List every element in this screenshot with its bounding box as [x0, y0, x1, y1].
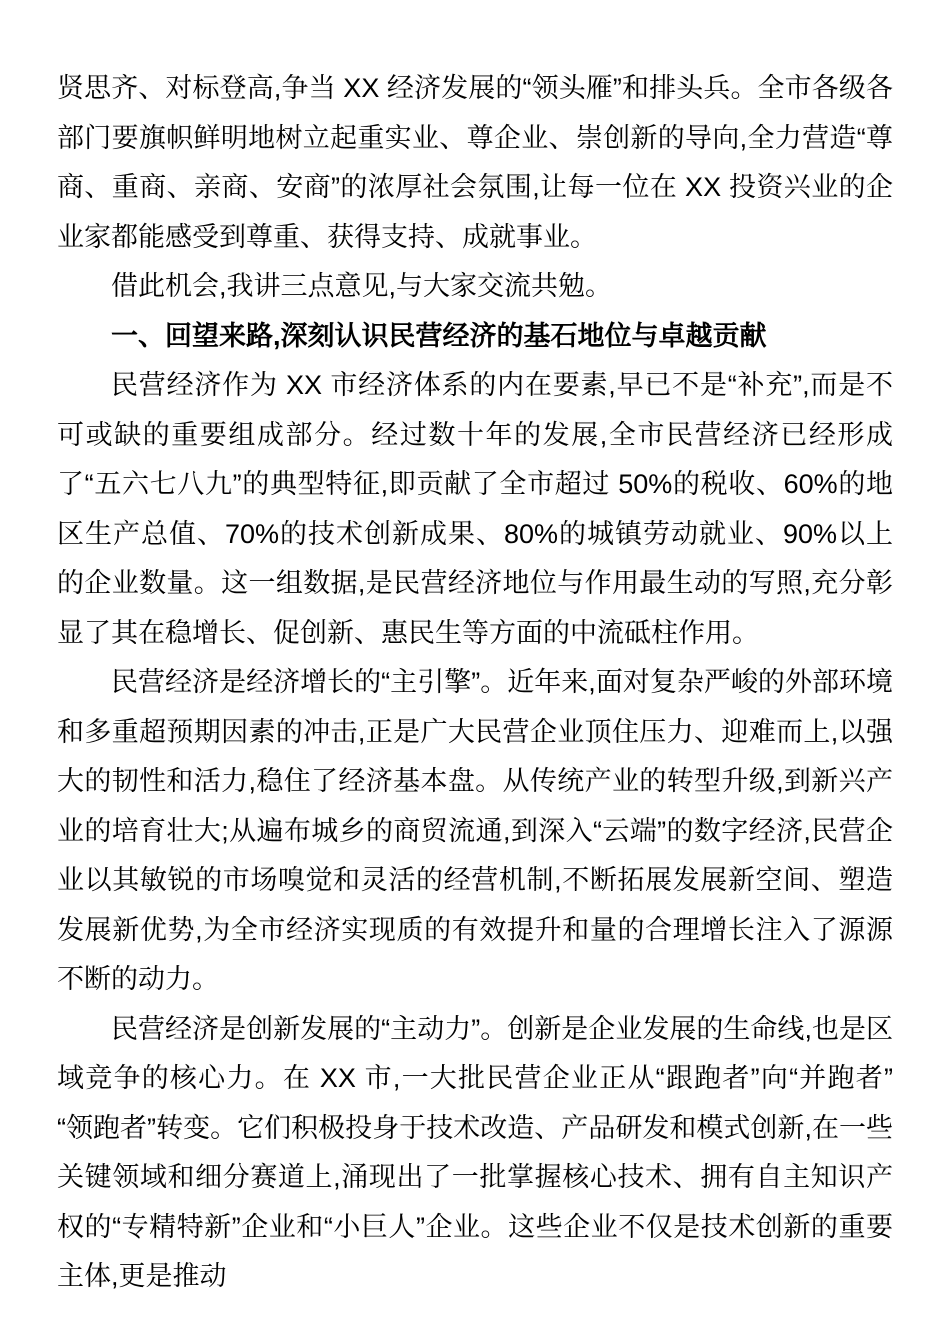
- body-paragraph: 贤思齐、对标登高,争当 XX 经济发展的“领头雁”和排头兵。全市各级各部门要旗帜鲜明地树立起重实业、尊企业、崇创新的导向,全力营造“尊商、重商、亲商、安商”的浓厚社会氛围,让每一位在 XX 投资兴业的企业家都能感受到尊重、获得支持、成就事业。: [57, 73, 893, 252]
- document-body: [57, 64, 893, 1302]
- body-paragraph: 民营经济是经济增长的“主引擎”。近年来,面对复杂严峻的外部环境和多重超预期因素的冲击,正是广大民营企业顶住压力、迎难而上,以强大的韧性和活力,稳住了经济基本盘。从传统产业的转型升级,到新兴产业的培育壮大;从遍布城乡的商贸流通,到深入“云端”的数字经济,民营企业以其敏锐的市场嗅觉和灵活的经营机制,不断拓展发展新空间、塑造发展新优势,为全市经济实现质的有效提升和量的合理增长注入了源源不断的动力。: [57, 667, 893, 994]
- body-paragraph: 民营经济作为 XX 市经济体系的内在要素,早已不是“补充”,而是不可或缺的重要组成部分。经过数十年的发展,全市民营经济已经形成了“五六七八九”的典型特征,即贡献了全市超过 50%的税收、60%的地区生产总值、70%的技术创新成果、80%的城镇劳动就业、90%以上的企业数量。这一组数据,是民营经济地位与作用最生动的写照,充分彰显了其在稳增长、促创新、惠民生等方面的中流砥柱作用。: [57, 370, 893, 648]
- body-paragraph: 借此机会,我讲三点意见,与大家交流共勉。: [111, 271, 613, 301]
- body-paragraph: 民营经济是创新发展的“主动力”。创新是企业发展的生命线,也是区域竞争的核心力。在 XX 市,一大批民营企业正从“跟跑者”向“并跑者” “领跑者”转变。它们积极投身于技术改造、产品研发和模式创新,在一些关键领域和细分赛道上,涌现出了一批掌握核心技术、拥有自主知识产权的“专精特新”企业和“小巨人”企业。这些企业不仅是技术创新的重要主体,更是推动: [57, 1013, 893, 1291]
- section-heading: 一、回望来路,深刻认识民营经济的基石地位与卓越贡献: [111, 320, 767, 351]
